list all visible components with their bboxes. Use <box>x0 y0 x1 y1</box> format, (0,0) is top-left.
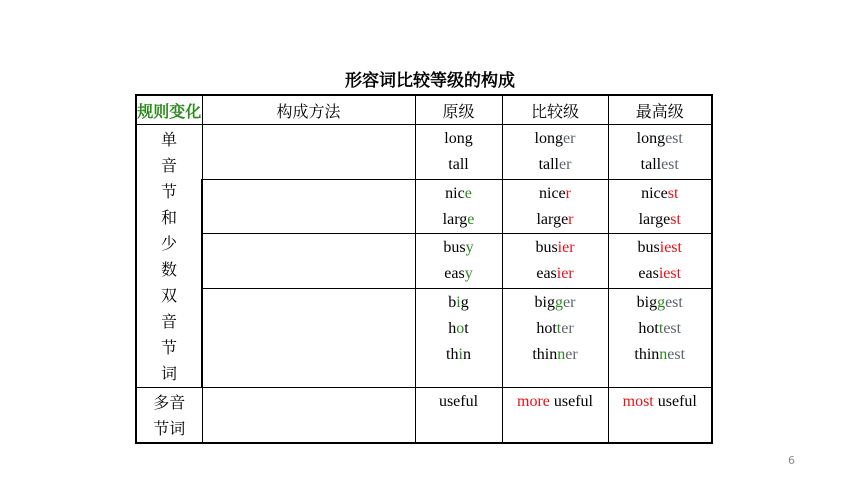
word-segment: hot <box>536 319 557 337</box>
side-label-long <box>136 388 202 444</box>
comparative-cell <box>502 179 608 234</box>
word-segment: t <box>464 319 469 337</box>
word-segment: thin <box>532 345 558 363</box>
word-segment: b <box>448 293 457 311</box>
positive-cell <box>415 388 502 444</box>
word-segment: est <box>667 345 686 363</box>
word-segment: hot <box>638 319 659 337</box>
word-segment: most <box>622 393 654 410</box>
word-form <box>609 290 712 316</box>
word-form <box>609 235 712 261</box>
word-segment: i <box>456 293 461 311</box>
word-segment: tall <box>538 156 559 173</box>
positive-cell <box>415 288 502 387</box>
side-char: 双 <box>160 286 177 305</box>
header-method: 构成方法 <box>202 95 415 125</box>
page-title: 形容词比较等级的构成 <box>345 71 515 91</box>
side-char: 多音 <box>153 393 186 412</box>
word-segment: ier <box>556 265 574 283</box>
side-char: 单 <box>160 130 177 149</box>
word-segment: nic <box>445 184 465 202</box>
header-superlative: 最高级 <box>608 95 712 125</box>
word-segment: g <box>460 293 469 311</box>
positive-cell <box>415 125 502 180</box>
word-segment: ier <box>557 239 575 257</box>
word-segment: n <box>557 345 566 363</box>
method-cell <box>202 388 415 444</box>
word-segment: useful <box>549 393 593 410</box>
word-form <box>503 152 608 178</box>
word-form <box>416 316 502 342</box>
word-segment: nice <box>539 184 566 202</box>
word-segment: est <box>663 319 682 337</box>
word-segment: eas <box>536 265 557 283</box>
header-positive: 原级 <box>415 95 502 125</box>
word-segment: er <box>559 156 572 173</box>
side-char: 节词 <box>153 419 186 438</box>
comparison-table <box>135 94 713 444</box>
superlative-cell <box>608 125 712 180</box>
word-form <box>503 342 608 368</box>
positive-cell <box>415 234 502 289</box>
word-form <box>609 316 712 342</box>
word-segment: th <box>446 345 459 363</box>
word-segment: i <box>458 345 463 363</box>
word-segment: est <box>661 156 679 173</box>
word-segment: er <box>565 345 578 363</box>
side-char: 数 <box>160 260 177 279</box>
word-form <box>609 261 712 287</box>
side-char: 节 <box>160 182 177 201</box>
word-form <box>609 126 712 152</box>
method-cell <box>202 125 415 180</box>
word-form <box>416 152 502 178</box>
word-segment: r <box>565 184 571 202</box>
word-segment: more <box>517 393 550 410</box>
word-segment: bus <box>637 239 660 257</box>
table-row <box>136 234 712 289</box>
word-segment: e <box>467 210 475 228</box>
side-label-short <box>136 125 202 388</box>
word-form <box>503 261 608 287</box>
word-form <box>416 181 502 207</box>
word-segment: o <box>456 319 465 337</box>
word-form <box>416 261 502 287</box>
header-comparative: 比较级 <box>502 95 608 125</box>
word-form <box>416 290 502 316</box>
word-segment: useful <box>653 393 697 410</box>
word-segment: bus <box>535 239 558 257</box>
word-segment: y <box>465 239 474 257</box>
superlative-cell <box>608 234 712 289</box>
word-segment: thin <box>634 345 660 363</box>
word-segment: est <box>665 130 683 147</box>
word-form <box>503 235 608 261</box>
side-char: 音 <box>160 156 177 175</box>
word-form <box>503 290 608 316</box>
word-segment: er <box>563 130 576 147</box>
superlative-cell <box>608 288 712 387</box>
word-form <box>416 342 502 368</box>
word-segment: useful <box>438 393 479 410</box>
word-segment: er <box>563 293 576 311</box>
table-row <box>136 288 712 387</box>
word-segment: est <box>665 293 683 311</box>
word-form <box>503 316 608 342</box>
comparative-cell <box>502 125 608 180</box>
positive-cell <box>415 179 502 234</box>
word-segment: tall <box>640 156 662 173</box>
word-segment: big <box>534 293 555 311</box>
word-segment: tall <box>448 156 469 173</box>
word-form <box>503 181 608 207</box>
table-row <box>136 125 712 180</box>
word-segment: e <box>464 184 472 202</box>
word-segment: y <box>464 265 473 283</box>
word-segment: st <box>670 210 681 228</box>
side-char: 节 <box>160 338 177 357</box>
word-segment: g <box>555 293 563 311</box>
word-segment: long <box>534 130 563 147</box>
word-form <box>416 389 502 415</box>
word-form <box>416 126 502 152</box>
word-segment: eas <box>638 265 659 283</box>
word-form <box>609 207 712 233</box>
word-segment: large <box>638 210 671 228</box>
word-form <box>503 389 608 415</box>
word-segment: st <box>667 184 679 202</box>
method-cell <box>202 234 415 289</box>
comparative-cell <box>502 388 608 444</box>
word-segment: h <box>448 319 457 337</box>
word-segment: large <box>536 210 569 228</box>
table-header-row <box>136 95 712 125</box>
word-segment: n <box>659 345 668 363</box>
page-number: 6 <box>788 454 795 467</box>
word-form <box>503 207 608 233</box>
word-segment: long <box>636 130 666 147</box>
word-segment: bus <box>443 239 466 257</box>
method-cell <box>202 179 415 234</box>
word-form <box>416 207 502 233</box>
word-segment: r <box>568 210 574 228</box>
comparative-cell <box>502 288 608 387</box>
word-segment: long <box>444 130 473 147</box>
word-form <box>609 389 712 415</box>
word-form <box>416 235 502 261</box>
side-char: 少 <box>160 234 177 253</box>
method-cell <box>202 288 415 387</box>
word-segment: larg <box>442 210 468 228</box>
table-row <box>136 179 712 234</box>
word-segment: g <box>657 293 666 311</box>
side-char: 音 <box>160 312 177 331</box>
word-segment: big <box>636 293 658 311</box>
word-form <box>609 181 712 207</box>
side-char: 词 <box>160 364 177 383</box>
header-rule: 规则变化 <box>136 95 202 125</box>
word-segment: t <box>658 319 664 337</box>
word-segment: nice <box>641 184 668 202</box>
superlative-cell <box>608 388 712 444</box>
word-form <box>609 342 712 368</box>
table-row <box>136 388 712 444</box>
side-char: 和 <box>160 208 177 227</box>
word-form <box>503 126 608 152</box>
word-segment: iest <box>659 239 682 257</box>
word-segment: eas <box>444 265 465 283</box>
word-segment: er <box>561 319 574 337</box>
superlative-cell <box>608 179 712 234</box>
word-segment: n <box>462 345 471 363</box>
word-segment: iest <box>658 265 682 283</box>
comparative-cell <box>502 234 608 289</box>
word-form <box>609 152 712 178</box>
word-segment: t <box>556 319 562 337</box>
